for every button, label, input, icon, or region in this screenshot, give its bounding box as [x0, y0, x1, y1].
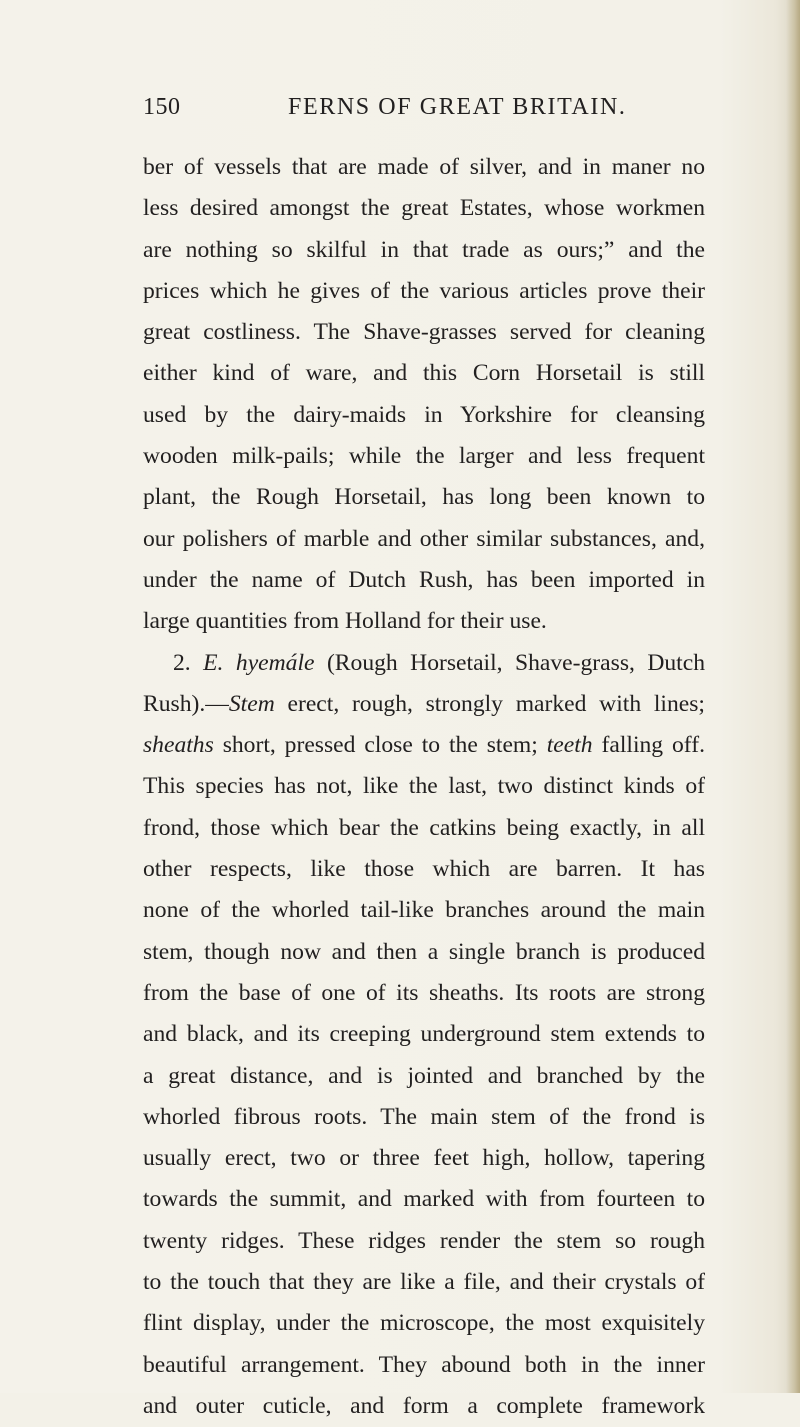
term-stem: Stem [228, 690, 275, 717]
text-line: twenty ridges. These ridges render the stem so rough [143, 1227, 705, 1254]
text-line: none of the whorled tail-like branches around the main [143, 897, 705, 924]
text-line: other respects, like those which are barren. It has [143, 856, 705, 883]
text-line: our polishers of marble and other similar substances, and, [143, 525, 705, 552]
species-name: E. hyemále [203, 649, 315, 676]
text-line: to the touch that they are like a file, and their crystals of [143, 1269, 705, 1296]
text-line: This species has not, like the last, two distinct kinds of [143, 773, 705, 800]
species-heading-line: 2. E. hyemále (Rough Horsetail, Shave-grass, Dutch [173, 649, 705, 676]
text-line: either kind of ware, and this Corn Horsetail is still [143, 360, 705, 387]
page-header [143, 94, 705, 128]
text-line: large quantities from Holland for their use. [143, 608, 547, 635]
page-number: 150 [143, 94, 181, 120]
text-line: beautiful arrangement. They abound both in the inner [143, 1351, 705, 1378]
text-line: usually erect, two or three feet high, hollow, tapering [143, 1145, 705, 1172]
text-line: are nothing so skilful in that trade as ours;” and the [143, 236, 705, 263]
text-line: from the base of one of its sheaths. Its roots are strong [143, 979, 705, 1006]
running-head: FERNS OF GREAT BRITAIN. [288, 94, 627, 120]
text-line: sheaths short, pressed close to the stem; teeth falling off. [143, 732, 705, 759]
text-line: whorled fibrous roots. The main stem of the frond is [143, 1103, 705, 1130]
text-line: plant, the Rough Horsetail, has long been known to [143, 484, 705, 511]
text-line: great costliness. The Shave-grasses served for cleaning [143, 319, 705, 346]
term-sheaths: sheaths [143, 732, 214, 759]
text-line: used by the dairy-maids in Yorkshire for cleansing [143, 401, 705, 428]
text-line: wooden milk-pails; while the larger and less frequent [143, 443, 705, 470]
text-line: flint display, under the microscope, the most exquisitely [143, 1310, 705, 1337]
text-line: and black, and its creeping underground stem extends to [143, 1021, 705, 1048]
text-line: less desired amongst the great Estates, whose workmen [143, 195, 705, 222]
text-line: prices which he gives of the various articles prove their [143, 277, 705, 304]
text-line: frond, those which bear the catkins being exactly, in all [143, 814, 705, 841]
text-line: a great distance, and is jointed and branched by the [143, 1062, 705, 1089]
text-line: Rush).—Stem erect, rough, strongly marked with lines; [143, 690, 705, 717]
text-line: towards the summit, and marked with from fourteen to [143, 1186, 705, 1213]
text-line: and outer cuticle, and form a complete framework [143, 1392, 705, 1419]
term-teeth: teeth [546, 732, 593, 759]
page-edge-shadow [786, 0, 800, 1393]
text-line: under the name of Dutch Rush, has been imported in [143, 566, 705, 593]
text-line: stem, though now and then a single branch is produced [143, 938, 705, 965]
text-line: ber of vessels that are made of silver, and in maner no [143, 154, 705, 180]
body-text [143, 147, 705, 1427]
